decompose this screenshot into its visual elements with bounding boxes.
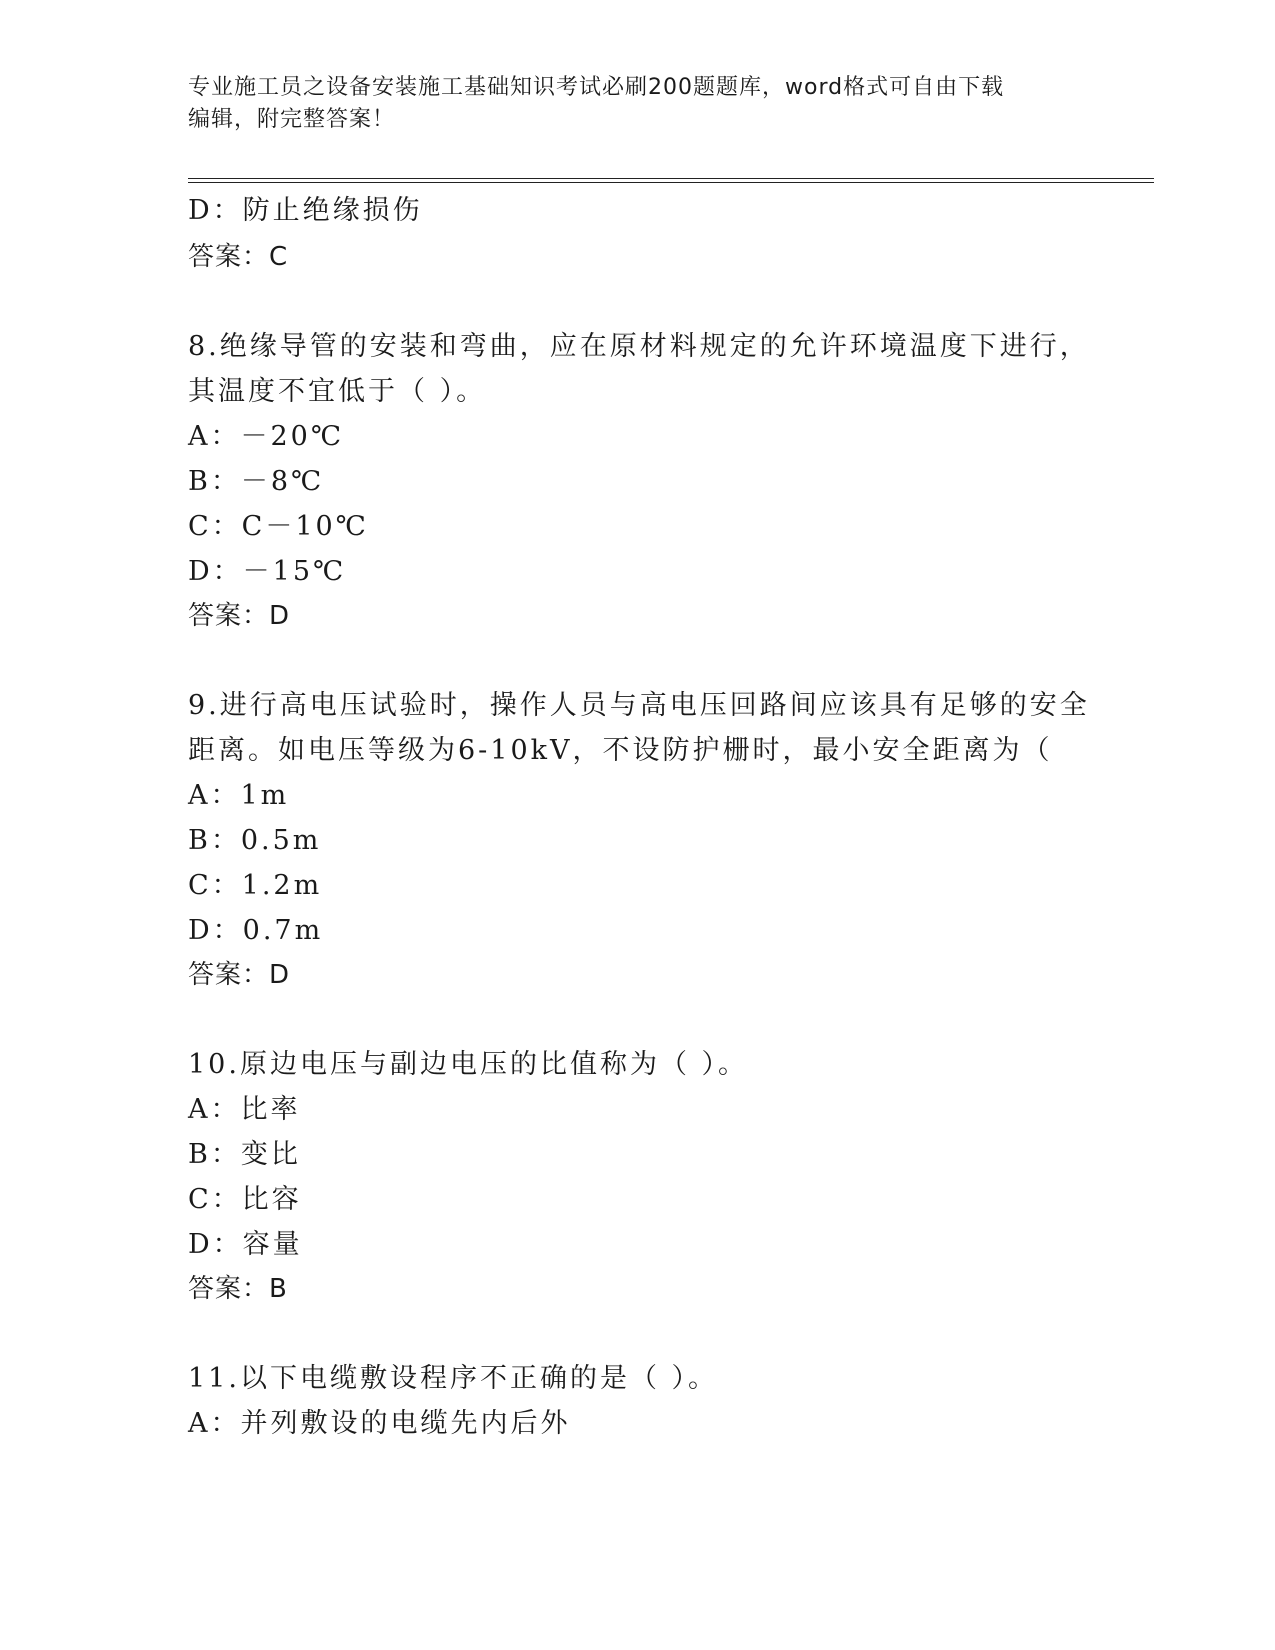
answer: 答案：B [188, 1274, 288, 1304]
option-c: C：比容 [188, 1184, 302, 1215]
option-b: B：－8℃ [188, 466, 325, 497]
option-d: D：防止绝缘损伤 [188, 195, 423, 226]
answer: 答案：D [188, 960, 291, 990]
option-d: D：－15℃ [188, 556, 347, 587]
question-11 [188, 1356, 1088, 1446]
option-a: A：1m [188, 780, 290, 811]
option-d: D：容量 [188, 1229, 303, 1260]
option-b: B：0.5m [188, 825, 322, 856]
answer: 答案：D [188, 601, 291, 631]
header-line-1: 专业施工员之设备安装施工基础知识考试必刷200题题库，word格式可自由下载 [188, 75, 1005, 100]
question-stem: 11.以下电缆敷设程序不正确的是（ ）。 [188, 1363, 719, 1394]
option-c: C：C－10℃ [188, 511, 369, 542]
option-a: A：－20℃ [188, 421, 345, 452]
answer: 答案：C [188, 242, 289, 272]
header-double-rule [188, 178, 1154, 183]
option-c: C：1.2m [188, 870, 323, 901]
question-stem: 其温度不宜低于（ ）。 [188, 376, 487, 407]
option-b: B：变比 [188, 1139, 301, 1170]
question-stem: 距离。如电压等级为6-10kV，不设防护栅时，最小安全距离为（ [188, 735, 1053, 766]
header-line-2: 编辑，附完整答案！ [188, 107, 396, 132]
option-a: A：比率 [188, 1094, 301, 1125]
option-d: D：0.7m [188, 915, 324, 946]
question-8 [188, 324, 1088, 639]
question-9 [188, 683, 1088, 998]
question-stem: 10.原边电压与副边电压的比值称为（ ）。 [188, 1049, 749, 1080]
option-a: A：并列敷设的电缆先内后外 [188, 1408, 571, 1439]
question-stem: 9.进行高电压试验时，操作人员与高电压回路间应该具有足够的安全 [188, 690, 1090, 721]
question-10 [188, 1042, 1088, 1312]
question-stem: 8.绝缘导管的安装和弯曲，应在原材料规定的允许环境温度下进行， [188, 331, 1090, 362]
page-header [188, 72, 1068, 136]
question-list [188, 188, 1088, 1446]
